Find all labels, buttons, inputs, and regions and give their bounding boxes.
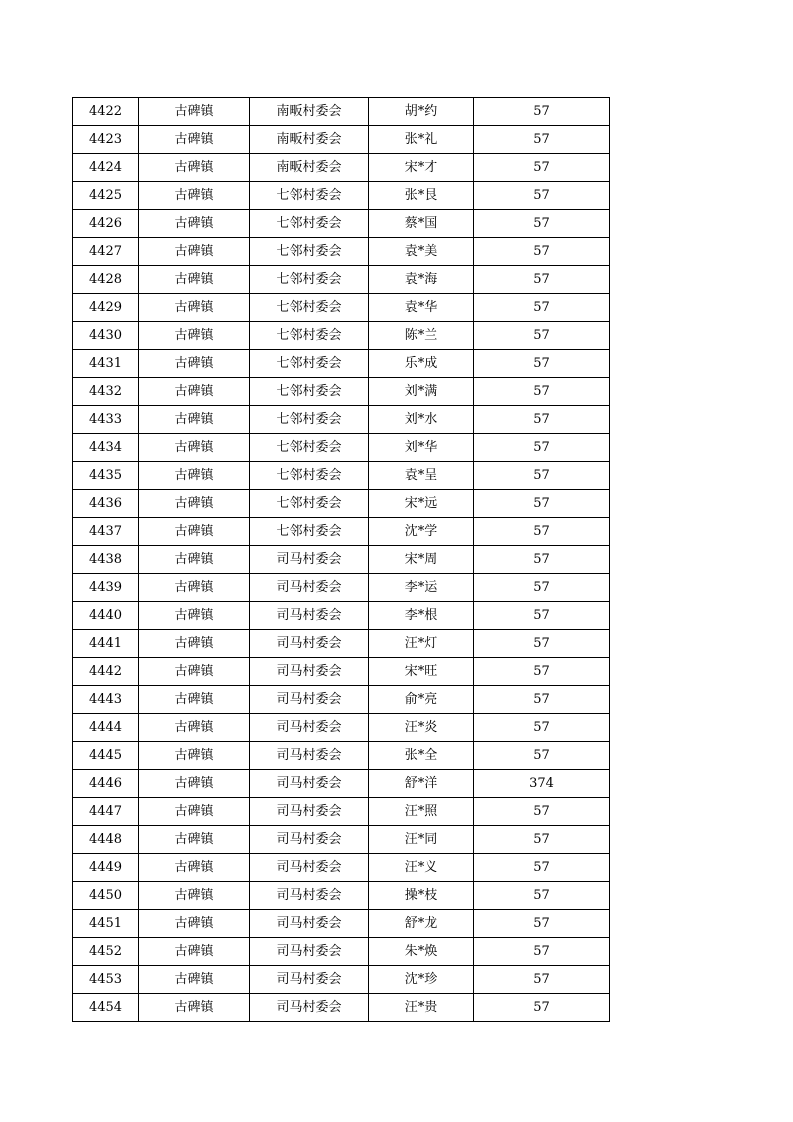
row-number-cell: 4423 xyxy=(73,126,139,154)
town-cell: 古碑镇 xyxy=(139,98,250,126)
table-row xyxy=(73,882,610,910)
village-cell: 司马村委会 xyxy=(250,742,369,770)
town-cell: 古碑镇 xyxy=(139,602,250,630)
row-number-cell: 4435 xyxy=(73,462,139,490)
row-number-cell: 4434 xyxy=(73,434,139,462)
amount-cell: 57 xyxy=(474,994,610,1022)
village-cell: 南畈村委会 xyxy=(250,154,369,182)
row-number-cell: 4446 xyxy=(73,770,139,798)
row-number-cell: 4447 xyxy=(73,798,139,826)
amount-cell: 57 xyxy=(474,630,610,658)
row-number-cell: 4439 xyxy=(73,574,139,602)
person-name-cell: 袁*华 xyxy=(369,294,474,322)
village-cell: 南畈村委会 xyxy=(250,98,369,126)
village-cell: 司马村委会 xyxy=(250,630,369,658)
person-name-cell: 乐*成 xyxy=(369,350,474,378)
table-row xyxy=(73,406,610,434)
amount-cell: 57 xyxy=(474,602,610,630)
table-body xyxy=(73,98,610,1022)
row-number-cell: 4437 xyxy=(73,518,139,546)
amount-cell: 57 xyxy=(474,966,610,994)
table-row xyxy=(73,714,610,742)
row-number-cell: 4450 xyxy=(73,882,139,910)
village-cell: 七邻村委会 xyxy=(250,462,369,490)
village-cell: 司马村委会 xyxy=(250,658,369,686)
amount-cell: 57 xyxy=(474,238,610,266)
amount-cell: 57 xyxy=(474,854,610,882)
person-name-cell: 汪*炎 xyxy=(369,714,474,742)
amount-cell: 57 xyxy=(474,322,610,350)
row-number-cell: 4440 xyxy=(73,602,139,630)
town-cell: 古碑镇 xyxy=(139,126,250,154)
person-name-cell: 袁*海 xyxy=(369,266,474,294)
table-row xyxy=(73,686,610,714)
table-row xyxy=(73,910,610,938)
person-name-cell: 刘*华 xyxy=(369,434,474,462)
person-name-cell: 汪*义 xyxy=(369,854,474,882)
person-name-cell: 汪*灯 xyxy=(369,630,474,658)
table-row xyxy=(73,966,610,994)
village-cell: 七邻村委会 xyxy=(250,518,369,546)
village-cell: 七邻村委会 xyxy=(250,182,369,210)
town-cell: 古碑镇 xyxy=(139,434,250,462)
village-cell: 司马村委会 xyxy=(250,882,369,910)
amount-cell: 57 xyxy=(474,210,610,238)
village-cell: 七邻村委会 xyxy=(250,322,369,350)
village-cell: 七邻村委会 xyxy=(250,238,369,266)
village-cell: 七邻村委会 xyxy=(250,210,369,238)
subsidy-table xyxy=(72,97,610,1022)
table-row xyxy=(73,322,610,350)
village-cell: 司马村委会 xyxy=(250,798,369,826)
village-cell: 司马村委会 xyxy=(250,574,369,602)
row-number-cell: 4430 xyxy=(73,322,139,350)
town-cell: 古碑镇 xyxy=(139,266,250,294)
table-row xyxy=(73,546,610,574)
village-cell: 七邻村委会 xyxy=(250,490,369,518)
town-cell: 古碑镇 xyxy=(139,630,250,658)
table-row xyxy=(73,518,610,546)
table-row xyxy=(73,462,610,490)
table-row xyxy=(73,98,610,126)
town-cell: 古碑镇 xyxy=(139,686,250,714)
row-number-cell: 4445 xyxy=(73,742,139,770)
village-cell: 司马村委会 xyxy=(250,938,369,966)
town-cell: 古碑镇 xyxy=(139,910,250,938)
amount-cell: 57 xyxy=(474,686,610,714)
amount-cell: 57 xyxy=(474,126,610,154)
amount-cell: 374 xyxy=(474,770,610,798)
table-row xyxy=(73,182,610,210)
row-number-cell: 4436 xyxy=(73,490,139,518)
village-cell: 七邻村委会 xyxy=(250,378,369,406)
table-row xyxy=(73,434,610,462)
town-cell: 古碑镇 xyxy=(139,378,250,406)
village-cell: 七邻村委会 xyxy=(250,406,369,434)
town-cell: 古碑镇 xyxy=(139,826,250,854)
amount-cell: 57 xyxy=(474,938,610,966)
town-cell: 古碑镇 xyxy=(139,770,250,798)
row-number-cell: 4428 xyxy=(73,266,139,294)
row-number-cell: 4451 xyxy=(73,910,139,938)
row-number-cell: 4433 xyxy=(73,406,139,434)
amount-cell: 57 xyxy=(474,406,610,434)
table-row xyxy=(73,630,610,658)
town-cell: 古碑镇 xyxy=(139,574,250,602)
row-number-cell: 4424 xyxy=(73,154,139,182)
village-cell: 司马村委会 xyxy=(250,686,369,714)
amount-cell: 57 xyxy=(474,658,610,686)
person-name-cell: 刘*水 xyxy=(369,406,474,434)
row-number-cell: 4429 xyxy=(73,294,139,322)
row-number-cell: 4422 xyxy=(73,98,139,126)
row-number-cell: 4449 xyxy=(73,854,139,882)
table-row xyxy=(73,602,610,630)
person-name-cell: 蔡*国 xyxy=(369,210,474,238)
person-name-cell: 宋*远 xyxy=(369,490,474,518)
row-number-cell: 4427 xyxy=(73,238,139,266)
town-cell: 古碑镇 xyxy=(139,238,250,266)
person-name-cell: 操*枝 xyxy=(369,882,474,910)
table-row xyxy=(73,238,610,266)
person-name-cell: 沈*学 xyxy=(369,518,474,546)
row-number-cell: 4441 xyxy=(73,630,139,658)
town-cell: 古碑镇 xyxy=(139,154,250,182)
person-name-cell: 刘*满 xyxy=(369,378,474,406)
village-cell: 司马村委会 xyxy=(250,854,369,882)
table-row xyxy=(73,490,610,518)
town-cell: 古碑镇 xyxy=(139,714,250,742)
row-number-cell: 4438 xyxy=(73,546,139,574)
table-row xyxy=(73,154,610,182)
amount-cell: 57 xyxy=(474,266,610,294)
town-cell: 古碑镇 xyxy=(139,294,250,322)
table-row xyxy=(73,294,610,322)
town-cell: 古碑镇 xyxy=(139,490,250,518)
amount-cell: 57 xyxy=(474,98,610,126)
amount-cell: 57 xyxy=(474,546,610,574)
table-row xyxy=(73,126,610,154)
table-row xyxy=(73,854,610,882)
amount-cell: 57 xyxy=(474,742,610,770)
town-cell: 古碑镇 xyxy=(139,322,250,350)
amount-cell: 57 xyxy=(474,714,610,742)
person-name-cell: 胡*约 xyxy=(369,98,474,126)
person-name-cell: 张*艮 xyxy=(369,182,474,210)
village-cell: 七邻村委会 xyxy=(250,294,369,322)
town-cell: 古碑镇 xyxy=(139,462,250,490)
table-row xyxy=(73,658,610,686)
person-name-cell: 汪*照 xyxy=(369,798,474,826)
town-cell: 古碑镇 xyxy=(139,518,250,546)
table-row xyxy=(73,938,610,966)
person-name-cell: 袁*美 xyxy=(369,238,474,266)
village-cell: 七邻村委会 xyxy=(250,350,369,378)
row-number-cell: 4425 xyxy=(73,182,139,210)
table-row xyxy=(73,742,610,770)
amount-cell: 57 xyxy=(474,490,610,518)
amount-cell: 57 xyxy=(474,910,610,938)
person-name-cell: 沈*珍 xyxy=(369,966,474,994)
person-name-cell: 朱*焕 xyxy=(369,938,474,966)
village-cell: 司马村委会 xyxy=(250,546,369,574)
amount-cell: 57 xyxy=(474,154,610,182)
village-cell: 司马村委会 xyxy=(250,910,369,938)
person-name-cell: 俞*亮 xyxy=(369,686,474,714)
person-name-cell: 宋*周 xyxy=(369,546,474,574)
row-number-cell: 4444 xyxy=(73,714,139,742)
table-row xyxy=(73,798,610,826)
row-number-cell: 4442 xyxy=(73,658,139,686)
person-name-cell: 张*全 xyxy=(369,742,474,770)
village-cell: 司马村委会 xyxy=(250,714,369,742)
town-cell: 古碑镇 xyxy=(139,406,250,434)
person-name-cell: 李*根 xyxy=(369,602,474,630)
amount-cell: 57 xyxy=(474,882,610,910)
person-name-cell: 宋*才 xyxy=(369,154,474,182)
table-row xyxy=(73,350,610,378)
village-cell: 司马村委会 xyxy=(250,602,369,630)
person-name-cell: 李*运 xyxy=(369,574,474,602)
table-row xyxy=(73,994,610,1022)
town-cell: 古碑镇 xyxy=(139,350,250,378)
row-number-cell: 4453 xyxy=(73,966,139,994)
table-row xyxy=(73,574,610,602)
table-row xyxy=(73,770,610,798)
town-cell: 古碑镇 xyxy=(139,994,250,1022)
town-cell: 古碑镇 xyxy=(139,798,250,826)
town-cell: 古碑镇 xyxy=(139,882,250,910)
table-row xyxy=(73,210,610,238)
table-row xyxy=(73,826,610,854)
village-cell: 司马村委会 xyxy=(250,770,369,798)
town-cell: 古碑镇 xyxy=(139,658,250,686)
person-name-cell: 舒*龙 xyxy=(369,910,474,938)
amount-cell: 57 xyxy=(474,378,610,406)
row-number-cell: 4452 xyxy=(73,938,139,966)
person-name-cell: 张*礼 xyxy=(369,126,474,154)
village-cell: 司马村委会 xyxy=(250,994,369,1022)
village-cell: 七邻村委会 xyxy=(250,266,369,294)
amount-cell: 57 xyxy=(474,574,610,602)
amount-cell: 57 xyxy=(474,798,610,826)
amount-cell: 57 xyxy=(474,462,610,490)
town-cell: 古碑镇 xyxy=(139,210,250,238)
person-name-cell: 陈*兰 xyxy=(369,322,474,350)
table-row xyxy=(73,378,610,406)
person-name-cell: 宋*旺 xyxy=(369,658,474,686)
amount-cell: 57 xyxy=(474,434,610,462)
town-cell: 古碑镇 xyxy=(139,742,250,770)
table-row xyxy=(73,266,610,294)
town-cell: 古碑镇 xyxy=(139,854,250,882)
amount-cell: 57 xyxy=(474,826,610,854)
row-number-cell: 4448 xyxy=(73,826,139,854)
amount-cell: 57 xyxy=(474,518,610,546)
amount-cell: 57 xyxy=(474,182,610,210)
town-cell: 古碑镇 xyxy=(139,182,250,210)
person-name-cell: 汪*贵 xyxy=(369,994,474,1022)
row-number-cell: 4443 xyxy=(73,686,139,714)
amount-cell: 57 xyxy=(474,294,610,322)
row-number-cell: 4426 xyxy=(73,210,139,238)
row-number-cell: 4432 xyxy=(73,378,139,406)
village-cell: 南畈村委会 xyxy=(250,126,369,154)
amount-cell: 57 xyxy=(474,350,610,378)
village-cell: 七邻村委会 xyxy=(250,434,369,462)
person-name-cell: 舒*洋 xyxy=(369,770,474,798)
row-number-cell: 4454 xyxy=(73,994,139,1022)
person-name-cell: 袁*呈 xyxy=(369,462,474,490)
row-number-cell: 4431 xyxy=(73,350,139,378)
town-cell: 古碑镇 xyxy=(139,938,250,966)
town-cell: 古碑镇 xyxy=(139,966,250,994)
town-cell: 古碑镇 xyxy=(139,546,250,574)
person-name-cell: 汪*同 xyxy=(369,826,474,854)
village-cell: 司马村委会 xyxy=(250,966,369,994)
village-cell: 司马村委会 xyxy=(250,826,369,854)
